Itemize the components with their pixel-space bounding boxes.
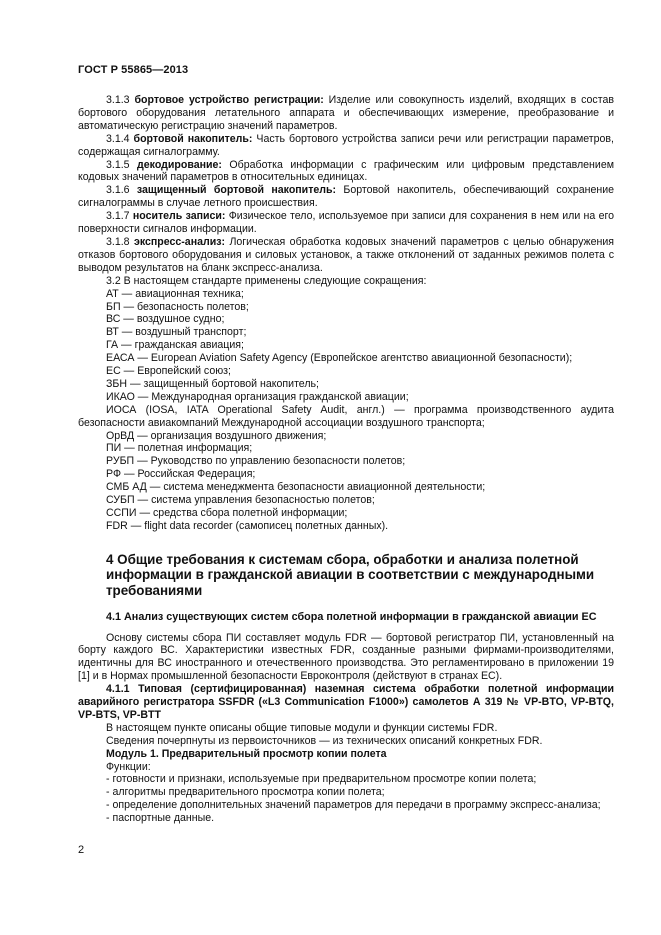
definition-item [78, 236, 614, 275]
definition-text: Физическое тело, используемое при записи для сохранения в нем или на его поверхности сигналов информации. [78, 210, 614, 236]
abbreviation-item: ИКАО — Международная организация гражданской авиации; [106, 390, 409, 403]
abbreviation-item: ИОСА (IOSA, IATA Operational Safety Audit, англ.) — программа производственного аудита безопасности авиакомпаний Международной ассоциации воздушного транспорта; [78, 403, 614, 429]
definition-text: Обработка информации с графическим или цифровым представлением кодовых значений параметров в относительных единицах. [78, 158, 614, 184]
functions-label: Функции: [106, 760, 151, 773]
definitions-list [78, 94, 614, 275]
definition-term: защищенный бортовой накопитель: [136, 184, 337, 197]
section-4-1-1-line: Сведения почерпнуты из первоисточников — из технических описаний конкретных FDR. [106, 734, 543, 747]
definition-number: 3.1.7 [106, 210, 130, 223]
definition-number: 3.1.3 [106, 94, 130, 106]
abbreviation-item: ЕАСА — European Aviation Safety Agency (Европейское агентство авиационной безопасности); [106, 352, 573, 365]
section-4-1-paragraph: Основу системы сбора ПИ составляет модуль FDR — бортовой регистратор ПИ, установленный на борту каждого ВС. Характеристики известных FDR, созданные разными фирмами-производителями, идентичны для ВС иностранного и отечественного производства. Это регламентировано в приложении 19 [1] и в Нормах промышленной безопасности Евроконтроля (действуют в странах ЕС). [78, 631, 614, 683]
definition-item [78, 184, 614, 210]
page-body [78, 94, 614, 825]
function-item: - определение дополнительных значений параметров для передачи в программу экспресс-анализа; [106, 799, 601, 812]
abbreviation-item: СУБП — система управления безопасностью полетов; [106, 494, 375, 507]
module-1-heading: Модуль 1. Предварительный просмотр копии полета [106, 747, 387, 760]
abbreviations-intro: 3.2 В настоящем стандарте применены следующие сокращения: [106, 274, 427, 287]
abbreviations-list [78, 288, 614, 533]
definition-item [78, 159, 614, 185]
subsection-4-1-1-heading: 4.1.1 Типовая (сертифицированная) наземная система обработки полетной информации аварийного регистратора SSFDR («L3 Communication F1000») самолетов А 319 № VP-BTO, VP-BTQ, VP-BTS, VP-BTT [78, 683, 614, 721]
abbreviation-item: АТ — авиационная техника; [106, 287, 244, 300]
function-item: - алгоритмы предварительного просмотра копии полета; [106, 786, 385, 799]
definition-term: бортовой накопитель: [133, 132, 253, 145]
section-4-heading: 4 Общие требования к системам сбора, обработки и анализа полетной информации в гражданской авиации в соответствии с международными требованиями [106, 551, 595, 598]
page-number: 2 [78, 844, 85, 856]
abbreviation-item: ЕС — Европейский союз; [106, 365, 231, 378]
abbreviation-item: ВТ — воздушный транспорт; [106, 326, 247, 339]
abbreviation-item: РУБП — Руководство по управлению безопасности полетов; [106, 455, 406, 468]
definition-text: Изделие или совокупность изделий, входящих в состав бортового оборудования летательного аппарата и обеспечивающих измерение, преобразование и автоматическую регистрацию значений параметров. [78, 94, 614, 132]
definition-number: 3.1.4 [106, 132, 130, 145]
abbreviation-item: БП — безопасность полетов; [106, 300, 249, 313]
abbreviation-item: РФ — Российская Федерация; [106, 468, 256, 481]
definition-item [78, 94, 614, 133]
abbreviation-item: ОрВД — организация воздушного движения; [106, 429, 327, 442]
definition-number: 3.1.5 [106, 158, 130, 171]
definition-item [78, 133, 614, 159]
definition-text: Логическая обработка кодовых значений параметров с целью обнаружения отказов бортового оборудования и силовых установок, а также отклонений от заданных режимов полета с выводом результатов на бланк экспресс-анализа. [78, 235, 614, 274]
abbreviation-item: ПИ — полетная информация; [106, 442, 253, 455]
definition-number: 3.1.6 [106, 184, 130, 197]
abbreviation-item: ССПИ — средства сбора полетной информации; [106, 507, 348, 519]
functions-list [78, 773, 614, 825]
definition-term: экспресс-анализ: [133, 235, 226, 248]
definition-number: 3.1.8 [106, 235, 130, 248]
function-item: - паспортные данные. [106, 812, 215, 825]
document-header: ГОСТ Р 55865—2013 [78, 64, 189, 76]
abbreviation-item: ВС — воздушное судно; [106, 313, 225, 326]
definition-term: декодирование: [137, 158, 222, 171]
abbreviation-item: СМБ АД — система менеджмента безопасности авиационной деятельности; [106, 481, 486, 494]
definition-text: Часть бортового устройства записи речи или регистрации параметров, содержащая сигналограмму. [78, 132, 614, 158]
definition-text: Бортовой накопитель, обеспечивающий сохранение сигналограммы в случае летного происшествия. [78, 184, 615, 210]
subsection-4-1-heading: 4.1 Анализ существующих систем сбора полетной информации в гражданской авиации ЕС [106, 610, 597, 623]
definition-term: бортовое устройство регистрации: [134, 94, 324, 106]
abbreviation-item: FDR — flight data recorder (самописец полетных данных). [106, 519, 389, 532]
definition-item [78, 210, 614, 236]
definition-term: носитель записи: [132, 210, 226, 223]
function-item: - готовности и признаки, используемые при предварительном просмотре копии полета; [106, 773, 537, 786]
abbreviation-item: ЗБН — защищенный бортовой накопитель; [106, 377, 319, 390]
abbreviation-item: ГА — гражданская авиация; [106, 339, 244, 352]
section-4-1-1-line: В настоящем пункте описаны общие типовые модули и функции системы FDR. [106, 721, 498, 734]
